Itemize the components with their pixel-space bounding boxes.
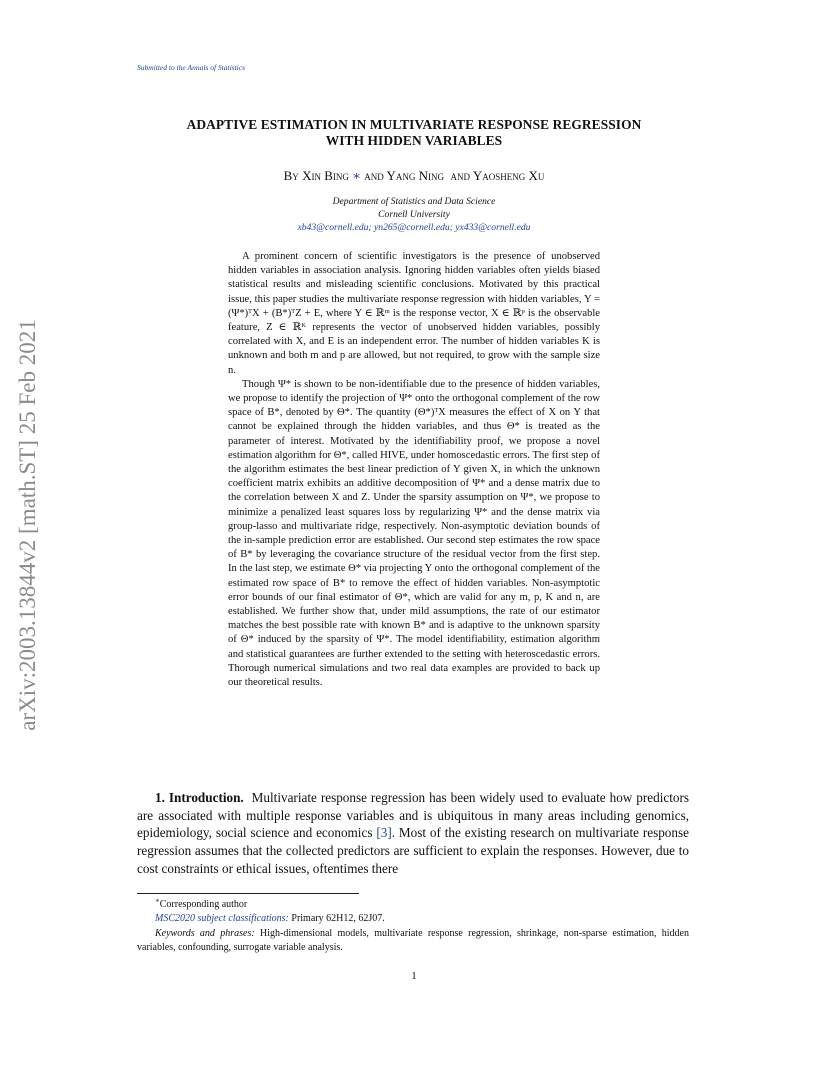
page-number: 1 <box>411 970 417 982</box>
footnote-rule <box>137 893 359 894</box>
abstract-paragraph-1: A prominent concern of scientific investigators is the presence of unobserved hidden variables in association analysis. Ignoring hidden variables often yields biased statistical results and misleading scientific conclusions. Motivated by this practical issue, this paper studies the multivariate response regression with hidden variables, Y = (Ψ*)ᵀX + (B*)ᵀZ + E, where Y ∈ ℝᵐ is the response vector, X ∈ ℝᵖ is the observable feature, Z ∈ ℝᴷ represents the vector of unobserved hidden variables, possibly correlated with X, and E is an independent error. The number of hidden variables K is unknown and both m and p are allowed, but not required, to grow with the sample size n. <box>228 251 600 376</box>
footnote-mark: ∗ <box>155 896 160 905</box>
keywords-label: Keywords and phrases: <box>155 927 255 939</box>
introduction-section <box>137 789 689 878</box>
footnote-keywords <box>137 927 689 956</box>
msc-link[interactable]: MSC2020 subject classifications: <box>155 913 289 925</box>
footnote-msc <box>137 912 689 926</box>
author-1: Xin Bing <box>302 168 349 183</box>
arxiv-identifier: arXiv:2003.13844v2 [math.ST] 25 Feb 2021 <box>15 319 40 731</box>
abstract <box>228 250 600 690</box>
author-2: Yang Ning <box>386 168 445 183</box>
author-and: and <box>450 168 471 183</box>
paper-title <box>0 117 828 149</box>
university: Cornell University <box>378 209 450 220</box>
section-heading: 1. Introduction. <box>155 790 244 805</box>
journal-header-note: Submitted to the Annals of Statistics <box>137 63 245 72</box>
author-emails[interactable]: xb43@cornell.edu; yn265@cornell.edu; yx433@cornell.edu <box>297 222 531 233</box>
keywords-text: High-dimensional models, multivariate response regression, shrinkage, non-sparse estimation, hidden variables, confounding, surrogate variable analysis. <box>137 927 690 954</box>
arxiv-margin-stamp <box>0 275 58 775</box>
title-line-1: ADAPTIVE ESTIMATION IN MULTIVARIATE RESPONSE REGRESSION <box>186 117 642 132</box>
title-line-2: WITH HIDDEN VARIABLES <box>325 133 503 148</box>
affiliation-block <box>0 195 828 234</box>
citation-link[interactable]: [3] <box>376 825 392 841</box>
author-by: By <box>283 168 299 183</box>
intro-text-1: Multivariate response regression has been widely used to evaluate how predictors are associated with multiple response variables and is ubiquitous in many areas including genomics, epidemiology, social science and economics <box>137 790 690 841</box>
footnotes <box>137 898 689 956</box>
msc-codes: Primary 62H12, 62J07. <box>288 913 385 925</box>
author-footnote-mark[interactable]: ∗ <box>352 168 361 183</box>
author-line <box>0 168 828 184</box>
intro-text-2: . Most of the existing research on multivariate response regression assumes that the collected predictors are sufficient to explain the responses. However, due to cost constraints or ethical issues, oftentimes there <box>137 825 689 876</box>
department: Department of Statistics and Data Science <box>332 196 496 207</box>
corresponding-author-note: Corresponding author <box>159 899 248 910</box>
footnote-corresponding <box>137 898 689 912</box>
author-and: and <box>364 168 384 183</box>
abstract-paragraph-2: Though Ψ* is shown to be non-identifiable due to the presence of hidden variables, we propose to identify the projection of Ψ* onto the orthogonal complement of the row space of B*, denoted by Θ*. The quantity (Θ*)ᵀX measures the effect of X on Y that cannot be explained through the hidden variables, and thus Θ* is treated as the parameter of interest. Motivated by the identifiability proof, we propose a novel estimation algorithm for Θ*, called HIVE, under homoscedastic errors. The first step of the algorithm estimates the best linear prediction of Y given X, in which the unknown coefficient matrix exhibits an additive decomposition of Ψ* and a dense matrix due to the correlation between X and Z. Under the sparsity assumption on Ψ*, we propose to minimize a penalized least squares loss by regularizing Ψ* and the dense matrix via group-lasso and multivariate ridge, respectively. Non-asymptotic deviation bounds of the in-sample prediction error are established. Our second step estimates the row space of B* by leveraging the covariance structure of the residual vector from the first step. In the last step, we estimate Θ* via projecting Y onto the orthogonal complement of the estimated row space of B* to remove the effect of hidden variables. Non-asymptotic error bounds of our final estimator of Θ*, which are valid for any m, p, K and n, are established. We further show that, under mild assumptions, the rate of our estimator matches the best possible rate with known B* and is adaptive to the unknown sparsity of Θ* induced by the sparsity of Ψ*. The model identifiability, estimation algorithm and statistical guarantees are further extended to the setting with heteroscedastic errors. Thorough numerical simulations and two real data examples are provided to back up our theoretical results. <box>228 378 600 689</box>
author-3: Yaosheng Xu <box>472 168 545 183</box>
